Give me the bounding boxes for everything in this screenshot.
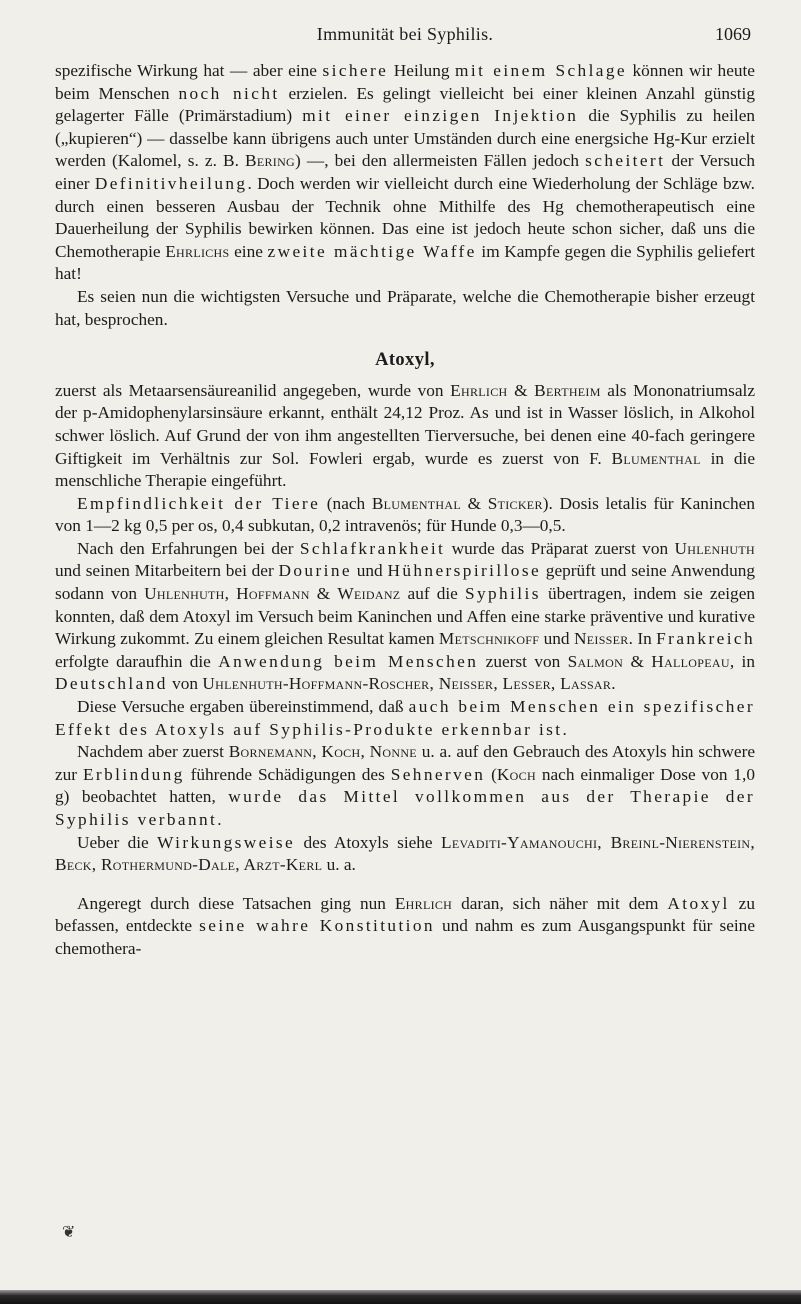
text-run: die Syphilis zu heilen („kupieren“) — dasselbe kann übrigens auch unter Umständen durch eine energsiche Hg-Kur erzielt werden (Kalomel, s. z. B. — [55, 106, 756, 171]
text-run: Nach den Erfahrungen bei der — [77, 538, 300, 558]
author-name: Uhlenhuth-Hoffmann-Roscher, Neisser, Lesser, Lassar — [202, 674, 612, 694]
text-run: erzielen. Es gelingt vielleicht bei einer kleinen Anzahl günstig gelagerter Fälle (Primärstadium) — [55, 83, 755, 126]
emphasis: wurde das Mittel vollkommen aus der Therapie der Syphilis verbannt — [55, 787, 755, 829]
text-run: . — [217, 810, 222, 829]
emphasis: Atoxyl — [667, 893, 730, 913]
emphasis: seine wahre Konstitution — [199, 916, 435, 936]
text-run: Angeregt durch diese Tatsachen ging nun — [77, 893, 395, 913]
text-run: (nach — [320, 493, 372, 513]
author-name: Levaditi-Yamanouchi, Breinl-Nierenstein, Beck, Rothermund-Dale, Arzt-Kerl — [55, 832, 755, 875]
author-name: Hallopeau — [651, 651, 730, 671]
text-run: ). Dosis letalis für Kaninchen von 1—2 kg 0,5 per os, 0,4 subkutan, 0,2 intravenös; für Hunde 0,3—0,5. — [55, 493, 755, 536]
emphasis: scheitert — [585, 151, 666, 171]
emphasis: Deutschland — [55, 674, 168, 694]
emphasis: Empfindlichkeit der Tiere — [77, 493, 321, 513]
author-name: Koch — [321, 742, 361, 762]
book-page — [55, 18, 755, 1248]
text-run: der Versuch einer — [55, 151, 755, 193]
paragraph-atoxyl-6 — [55, 832, 755, 877]
text-run: spezifische Wirkung hat — aber eine — [55, 61, 323, 80]
text-run: eine — [229, 241, 268, 261]
author-name: Bertheim — [534, 380, 601, 400]
text-run: geprüft und seine Anwendung sodann von — [55, 561, 755, 604]
text-run: zuerst von — [478, 651, 568, 671]
text-run: ( — [485, 764, 497, 784]
footer-ornament: ❦ — [62, 1224, 76, 1241]
text-run: in die menschliche Therapie eingeführt. — [55, 448, 755, 491]
author-name: Nonne — [369, 742, 417, 762]
author-name: Sticker — [487, 493, 543, 513]
text-run: & — [507, 380, 535, 400]
text-run: zu befassen, entdeckte — [55, 893, 755, 936]
author-name: Salmon — [567, 651, 624, 671]
emphasis: Hühnerspirillose — [387, 561, 542, 581]
text-run: Nachdem aber zuerst — [77, 742, 229, 762]
body-text — [55, 60, 755, 961]
author-name: Neisser — [574, 629, 629, 649]
author-name: Uhlenhuth — [144, 584, 225, 604]
text-run: als Mononatriumsalz der p-Amidophenylarsinsäure erkannt, enthält 24,12 Proz. As und ist in Wasser löslich, in Alkohol schwer löslich. Auf Grund der von ihm angestellten Tierversuche, bei denen eine 40-fach geringere Giftigkeit im Verhältnis zur Sol. Fowleri ergab, wurde es zuerst von F. — [55, 380, 756, 468]
author-name: Weidanz — [337, 584, 401, 604]
text-run: erfolgte daraufhin die — [55, 651, 219, 671]
text-run: Ueber die — [77, 832, 158, 852]
emphasis: zweite mächtige Waffe — [267, 241, 477, 261]
author-name: Ehrlich — [394, 893, 453, 913]
section-heading: Atoxyl, — [375, 350, 435, 371]
text-run: können wir heute beim Menschen — [55, 61, 755, 103]
text-run: u. a. auf den Gebrauch des Atoxyls hin schwere zur — [55, 742, 756, 784]
text-run: , — [360, 742, 370, 762]
text-run: wurde das Präparat zuerst von — [445, 538, 675, 558]
paragraph-intro-1 — [55, 60, 755, 286]
paragraph-atoxyl-3 — [55, 538, 755, 696]
text-run: und — [539, 629, 574, 649]
paragraph-intro-2: Es seien nun die wichtigsten Versuche und Präparate, welche die Chemotherapie bisher erzeugt hat, besprochen. — [55, 286, 755, 329]
author-name: Uhlenhuth — [674, 538, 755, 558]
author-name: Blumenthal — [611, 448, 701, 468]
emphasis: mit einer einzigen Injektion — [302, 106, 579, 126]
text-run: ) —, bei den allermeisten Fällen jedoch — [295, 151, 586, 171]
author-name: Bornemann — [228, 742, 313, 762]
text-run: . — [562, 719, 567, 739]
text-run: Heilung — [388, 61, 456, 80]
text-run: und — [351, 561, 388, 581]
paragraph-atoxyl-4 — [55, 696, 755, 741]
text-run: und nahm es zum Ausgangspunkt für seine chemothera- — [55, 916, 755, 958]
paragraph-atoxyl-1 — [55, 380, 755, 493]
text-run: von — [167, 674, 203, 694]
author-name: Koch — [496, 764, 536, 784]
emphasis: Wirkungsweise — [157, 832, 296, 852]
text-run: u. a. — [322, 855, 356, 875]
paragraph-atoxyl-5 — [55, 741, 755, 831]
text-run: im Kampfe gegen die Syphilis geliefert hat! — [55, 241, 755, 284]
text-run: Diese Versuche ergaben übereinstimmend, daß — [77, 697, 409, 717]
emphasis: Erblindung — [82, 764, 185, 784]
text-run: , — [224, 584, 237, 604]
text-run: auf die — [400, 584, 465, 604]
text-run: & — [309, 584, 338, 604]
author-name: Hoffmann — [236, 584, 310, 604]
text-run: und seinen Mitarbeitern bei der — [55, 561, 279, 581]
emphasis: Syphilis — [464, 584, 541, 604]
scan-edge-band — [0, 1290, 801, 1304]
text-run: , in — [729, 651, 755, 671]
emphasis: Frankreich — [656, 629, 756, 649]
emphasis: Definitivheilung — [94, 173, 248, 193]
text-run: des Atoxyls siehe — [295, 832, 441, 852]
paragraph-atoxyl-7 — [55, 893, 755, 961]
emphasis: noch nicht — [178, 83, 280, 103]
text-run: & — [461, 493, 488, 513]
text-run: zuerst als Metaarsensäureanilid angegeben, wurde von — [55, 380, 451, 400]
emphasis: Sehnerven — [390, 764, 486, 784]
emphasis: Anwendung beim Menschen — [218, 651, 479, 671]
text-run: . In — [628, 629, 657, 649]
running-header — [55, 18, 755, 60]
author-name: Blumenthal — [371, 493, 461, 513]
emphasis: mit einem Schlage — [455, 61, 627, 80]
text-run: übertragen, indem sie zeigen konnten, daß dem Atoxyl im Versuch beim Kaninchen und Affen eine starke präventive und kurative Wirkung zukommt. Zu einem gleichen Resultat kamen — [55, 584, 756, 649]
paragraph-atoxyl-2 — [55, 493, 755, 538]
text-run: daran, sich näher mit dem — [452, 893, 668, 913]
text-run: nach einmaliger Dose von 1,0 g) beobachtet hatten, — [55, 764, 755, 807]
author-name: Metschnikoff — [438, 629, 540, 649]
emphasis: Schlafkrankheit — [299, 538, 446, 558]
running-title: Immunität bei Syphilis. — [316, 24, 494, 44]
author-name: Bering — [245, 151, 296, 171]
text-run: . Doch werden wir vielleicht durch eine Wiederholung der Schläge bzw. durch einen besseren Ausbau der Technik ohne Mithilfe des Hg chemotherapeutisch eine Dauerheilung der Syphilis bewirken können. Das eine ist jedoch heute schon sicher, daß uns die Chemotherapie — [55, 173, 755, 261]
emphasis: auch beim Menschen ein spezifischer Effekt des Atoxyls auf Syphilis-Produkte erkennbar ist — [55, 697, 755, 739]
author-name: Ehrlichs — [165, 241, 230, 261]
text-run: , — [312, 742, 322, 762]
author-name: Ehrlich — [450, 380, 508, 400]
text-run: & — [623, 651, 652, 671]
emphasis: sichere — [322, 61, 389, 80]
emphasis: Dourine — [278, 561, 352, 581]
page-number: 1069 — [715, 24, 751, 44]
text-run: führende Schädigungen des — [184, 764, 391, 784]
text-run: . — [611, 674, 616, 694]
